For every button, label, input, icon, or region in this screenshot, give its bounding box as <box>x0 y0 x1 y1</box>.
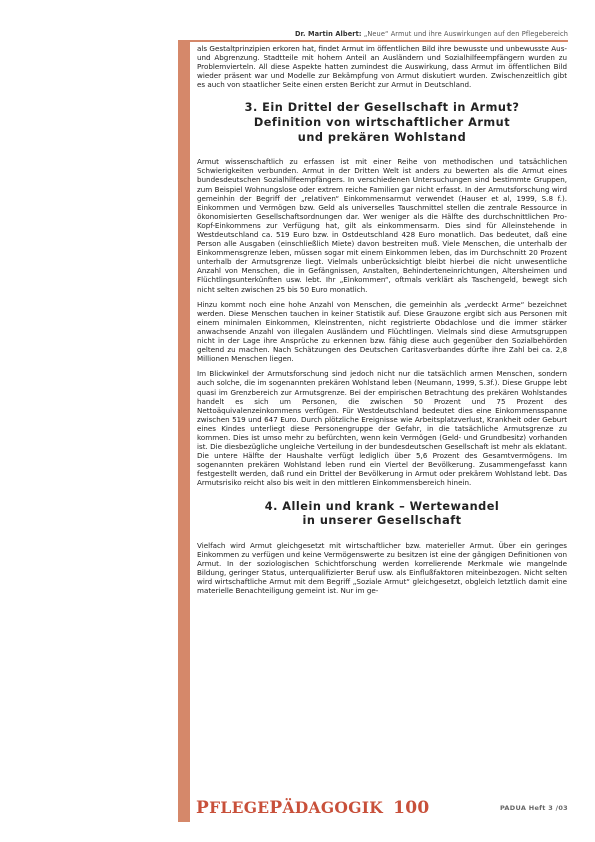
journal-title-initial-2: P <box>269 798 283 818</box>
issue-label: PADUA Heft 3 /03 <box>499 804 568 812</box>
paragraph: als Gestaltprinzipien erkoren hat, findet Armut im öffentlichen Bild ihre bewusste und unbewusste Aus- und Abgrenzung. Stadtteile mit hohem Anteil an Ausländern und Sozialhilfeempfängern wurden zu Problemvierteln. All diese Aspekte hatten zumindest die Auswirkung, dass Armut im öffentlichen Bild wieder präsent war und Modelle zur Bekämpfung von Armut diskutiert wurden. Zwischenzeitlich gibt es auch von staatlicher Seite einen ersten Bericht zur Armut in Deutschland. <box>197 44 567 90</box>
article-column <box>197 44 567 601</box>
section-heading-4-line-2: in unserer Gesellschaft <box>302 514 462 528</box>
running-head-author: Dr. Martin Albert: <box>294 30 362 38</box>
journal-title <box>196 798 429 818</box>
journal-title-part-1: FLEGE <box>209 798 270 817</box>
decorative-side-bar <box>178 40 190 822</box>
journal-title-part-2: ÄDAGOGIK <box>282 798 384 817</box>
paragraph: Im Blickwinkel der Armutsforschung sind jedoch nicht nur die tatsächlich armen Menschen, sondern auch solche, die im sogenannten prekären Wohlstand leben (Neumann, 1999, S.3f.). Diese Gruppe lebt quasi im Grenzbereich zur Armutsgrenze. Bei der empirischen Betrachtung des prekären Wohlstandes handelt es sich um Personen, die zwischen 50 Prozent und 75 Prozent des Nettoäquivalenzeinkommens verfügen. Für Westdeutschland bedeutet dies eine Einkommensspanne zwischen 519 und 647 Euro. Durch plötzliche Ereignisse wie Arbeitsplatzverlust, Krankheit oder Geburt eines Kindes unterliegt diese Personengruppe der Gefahr, in die tatsächliche Armutsgrenze zu kommen. Dies ist umso mehr zu befürchten, wenn kein Vermögen (Geld- und Grundbesitz) vorhanden ist. Die diesbezügliche ungleiche Verteilung in der bundesdeutschen Gesellschaft ist mehr als eklatant. Die untere Hälfte der Haushalte verfügt lediglich über 5,6 Prozent des Gesamtvermögens. Im sogenannten prekären Wohlstand leben rund ein Viertel der Bevölkerung. Zusammengefasst kann festgestellt werden, daß rund ein Drittel der Bevölkerung in Armut oder prekärem Wohlstand lebt. Das Armutsrisiko reicht also bis weit in den mittleren Einkommensbereich hinein. <box>197 369 567 488</box>
page-footer <box>196 798 568 822</box>
paragraph: Vielfach wird Armut gleichgesetzt mit wirtschaftlicher bzw. materieller Armut. Über ein geringes Einkommen zu verfügen und keine Vermögenswerte zu besitzen ist eine der gängigen Definitionen von Armut. In der soziologischen Schichtforschung werden korrelierende Merkmale wie mangelnde Bildung, geringer Status, unterqualifizierter Beruf usw. als Einflußfaktoren miteinbezogen. Nicht selten wird wirtschaftliche Armut mit dem Begriff „Soziale Armut“ gleichgesetzt, obgleich letztlich damit eine materielle Benachteiligung gemeint ist. Nur im ge- <box>197 540 567 596</box>
section-heading-3 <box>197 101 567 145</box>
section-heading-3-line-3: und prekären Wohlstand <box>297 130 467 144</box>
page-number: 100 <box>393 798 430 818</box>
section-heading-3-line-1: 3. Ein Drittel der Gesellschaft in Armut? <box>244 101 520 115</box>
section-heading-4 <box>197 500 567 529</box>
running-head <box>188 30 568 38</box>
paragraph: Hinzu kommt noch eine hohe Anzahl von Menschen, die gemeinhin als „verdeckt Arme“ bezeichnet werden. Diese Menschen tauchen in keiner Statistik auf. Diese Grauzone ergibt sich aus Personen mit einem minimalen Einkommen, Kleinstrenten, nicht registrierte Obdachlose und die immer stärker anwachsende Anzahl von illegalen Ausländern und Flüchtlingen. Vielmals sind diese Armutsgruppen nicht in der Lage ihre Ansprüche zu erkennen bzw. fähig diese auch gegenüber den Sozialbehörden geltend zu machen. Nach Schätzungen des Deutschen Caritasverbandes dürfte ihre Zahl bei ca. 2,8 Millionen Menschen liegen. <box>197 299 567 364</box>
header-rule <box>190 40 568 42</box>
section-heading-4-line-1: 4. Allein und krank – Wertewandel <box>264 499 500 513</box>
paragraph: Armut wissenschaftlich zu erfassen ist mit einer Reihe von methodischen und tatsächlichen Schwierigkeiten verbunden. Armut in der Dritten Welt ist anders zu bewerten als die Armut eines bundesdeutschen Sozialhilfeempfängers. In verschiedenen Untersuchungen sind bestimmte Gruppen, zum Beispiel Wohnungslose oder extrem reiche Familien gar nicht erfasst. In der Armutsforschung wird gemeinhin der Begriff der „relativen“ Einkommensarmut verwendet (Hauser et al, 1999, S.8 f.). Einkommen und Vermögen bzw. Geld als universelles Tauschmittel stellen die zentrale Ressource in ökonomisierten Gesellschaftsordnungen dar. Wer weniger als die Hälfte des durchschnittlichen Pro-Kopf-Einkommens zur Verfügung hat, gilt als einkommensarm. Dies sind für Alleinstehende in Westdeutschland ca. 519 Euro bzw. in Ostdeutschland 428 Euro monatlich. Das bedeutet, daß eine Person alle Ausgaben (einschließlich Miete) davon bestreiten muß. Viele Menschen, die unterhalb der Einkommensgrenze leben, müssen sogar mit einem Einkommen leben, das im Durchschnitt 20 Prozent unterhalb der Armutsgrenze liegt. Vielmals unberücksichtigt bleibt hierbei die nicht unwesentliche Anzahl von Menschen, die in Gefängnissen, Anstalten, Behinderteneinrichtungen, Altersheimen und Flüchtlingsunterkünften usw. lebt. Ihr „Einkommen“, oftmals verklärt als Taschengeld, bewegt sich nicht selten zwischen 25 bis 50 Euro monatlich. <box>197 157 567 294</box>
running-head-title: „Neue“ Armut und ihre Auswirkungen auf den Pflegebereich <box>363 30 568 38</box>
journal-title-initial-1: P <box>196 798 210 818</box>
section-heading-3-line-2: Definition von wirtschaftlicher Armut <box>253 116 511 130</box>
